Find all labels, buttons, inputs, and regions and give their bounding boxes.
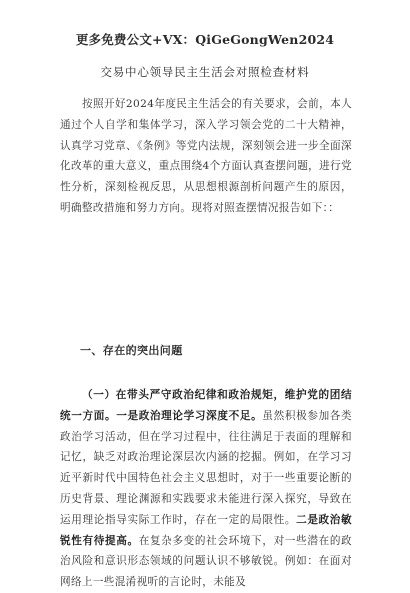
item-heading: （一）在带头严守政治纪律和政治规矩，维护党的团结统一方面。 [60,389,352,422]
point-1-title: 一是政治理论学习深度不足。 [116,409,263,422]
watermark-header: 更多免费公文+VX：QiGeGongWen2024 [75,32,335,47]
document-title: 交易中心领导民主生活会对照检查材料 [100,65,310,79]
body-paragraph [60,385,352,593]
point-1-text: 虽然积极参加各类政治学习活动，但在学习过程中，往往满足于表面的理解和记忆，缺乏对政治理论深层次内涵的挖掘。例如，在学习习近平新时代中国特色社会主义思想时，对于一些重要论断的历史背景、理论渊源和实践要求未能进行深入探究，导致在运用理论指导实际工作时，存在一定的局限性。 [60,409,352,526]
point-2-text: 在复杂多变的社会环境下，对一些潜在的政治风险和意识形态领域的问题认识不够敏锐。例如：在面对网络上一些混淆视听的言论时，未能及 [60,534,352,589]
section-heading: 一、存在的突出问题 [80,344,183,357]
intro-paragraph: 按照开好2024年度民主生活会的有关要求，会前，本人通过个人自学和集体学习，深入学习领会党的二十大精神，认真学习党章、《条例》等党内法规，深刻领会进一步全面深化改革的重大意义，重点围绕4个方面认真查摆问题，进行党性分析，深刻检视反思，从思想根源剖析问题产生的原因，明确整改措施和努力方向。现将对照查摆情况报告如下：： [60,98,352,214]
point-2-title: 二是政治敏锐性有待提高。 [60,513,352,547]
